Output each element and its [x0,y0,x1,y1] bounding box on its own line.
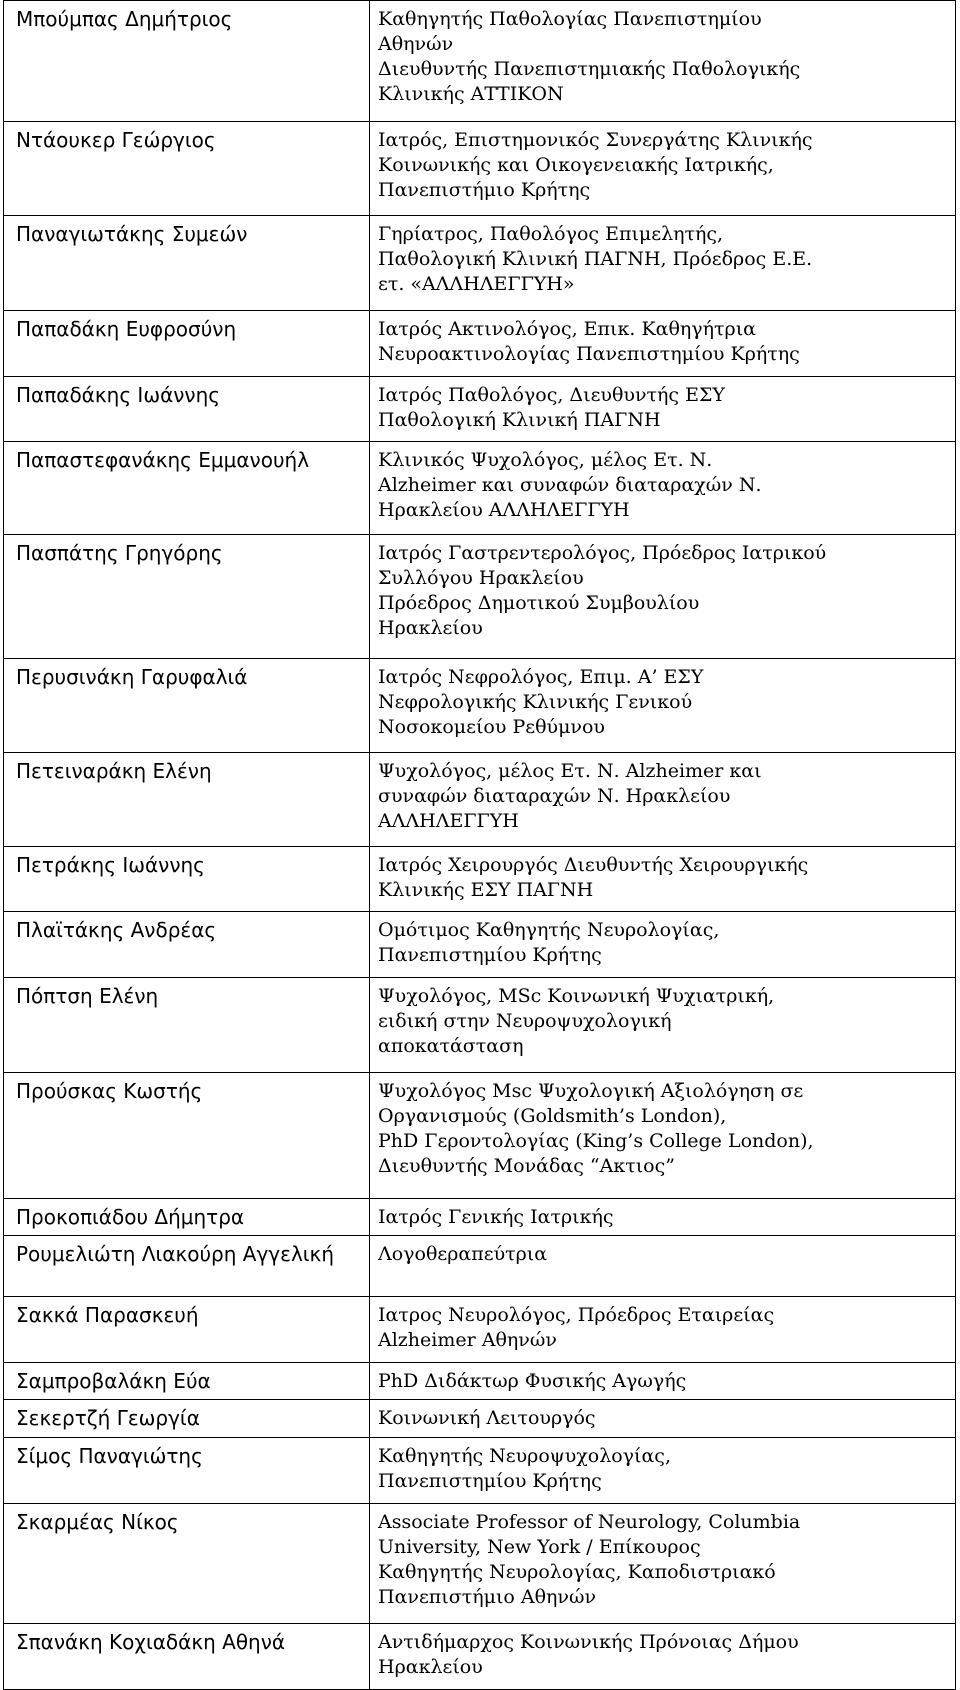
role-line: Πανεπιστημίου Κρήτης [378,944,602,967]
role-line: Ιατρός Χειρουργός Διευθυντής Χειρουργικής [378,854,809,877]
role-line: Ψυχολόγος, μέλος Ετ. Ν. Alzheimer και [378,759,762,782]
member-name: Πετράκης Ιωάννης [4,847,370,912]
role-line: Διευθυντής Μονάδας “Ακτιος” [378,1155,675,1178]
member-name: Σεκερτζή Γεωργία [4,1400,370,1438]
role-line: Συλλόγου Ηρακλείου [378,567,584,590]
table-row [4,311,956,376]
member-name: Σίμος Παναγιώτης [4,1438,370,1503]
role-line: Πανεπιστήμιο Κρήτης [378,178,591,201]
member-name: Περυσινάκη Γαρυφαλιά [4,658,370,752]
role-line: Καθηγητής Παθολογίας Πανεπιστημίου [378,8,762,30]
table-row [4,752,956,846]
role-line: Ιατρός Παθολόγος, Διευθυντής ΕΣΥ [378,383,725,406]
member-table [3,0,956,1690]
table-row [4,1400,956,1438]
role-line: Παθολογική Κλινική ΠΑΓΝΗ [378,408,661,431]
role-line: Ιατρός, Επιστημονικός Συνεργάτης Κλινικής [378,128,813,151]
table-row [4,121,956,215]
table-row [4,1297,956,1362]
table-row [4,1438,956,1503]
member-role [370,216,956,311]
table-row [4,1362,956,1400]
role-line: Ψυχολόγος, MSc Κοινωνική Ψυχιατρική, [378,984,775,1007]
member-role [370,1400,956,1438]
role-line: Λογοθεραπεύτρια [378,1243,548,1266]
member-role [370,1297,956,1362]
member-name: Πόπτση Ελένη [4,977,370,1072]
member-role [370,442,956,535]
member-name: Σαμπροβαλάκη Εύα [4,1362,370,1400]
member-role [370,1503,956,1624]
member-role [370,1438,956,1503]
role-line: Καθηγητής Νευροψυχολογίας, [378,1445,671,1468]
role-line: Ψυχολόγος Msc Ψυχολογική Αξιολόγηση σε [378,1080,804,1103]
member-name: Ντάουκερ Γεώργιος [4,121,370,215]
role-line: Πρόεδρος Δημοτικού Συμβουλίου [378,592,700,615]
member-role [370,658,956,752]
role-line: Alzheimer και συναφών διαταραχών Ν. [378,474,762,497]
member-name: Σακκά Παρασκευή [4,1297,370,1362]
role-line: ειδική στην Νευροψυχολογική [378,1009,672,1032]
table-row [4,1198,956,1236]
member-name: Παπαστεφανάκης Εμμανουήλ [4,442,370,535]
role-line: Καθηγητής Νευρολογίας, Καποδιστριακό [378,1560,776,1583]
member-name: Προύσκας Κωστής [4,1073,370,1198]
member-name: Παναγιωτάκης Συμεών [4,216,370,311]
member-name: Μπούμπας Δημήτριος [4,1,370,122]
member-role [370,752,956,846]
role-line: University, New York / Επίκουρος [378,1535,701,1558]
role-line: Νοσοκομείου Ρεθύμνου [378,715,605,738]
role-line: Οργανισμούς (Goldsmith’s London), [378,1105,727,1128]
role-line: Ιατρος Νευρολόγος, Πρόεδρος Εταιρείας [378,1304,775,1327]
role-line: συναφών διαταραχών Ν. Ηρακλείου [378,784,731,807]
member-name: Παπαδάκη Ευφροσύνη [4,311,370,376]
member-role [370,1624,956,1690]
role-line: Ιατρός Νεφρολόγος, Επιμ. Α’ ΕΣΥ [378,665,704,688]
role-line: Νεφρολογικής Κλινικής Γενικού [378,690,693,713]
role-line: PhD Διδάκτωρ Φυσικής Αγωγής [378,1369,687,1392]
table-row [4,912,956,977]
member-name: Ρουμελιώτη Λιακούρη Αγγελική [4,1236,370,1297]
member-role [370,977,956,1072]
table-row [4,658,956,752]
role-line: Ηρακλείου [378,617,483,640]
member-role [370,847,956,912]
table-row [4,1,956,122]
role-line: Αθηνών [378,33,454,55]
role-line: Associate Professor of Neurology, Columbia [378,1510,801,1533]
role-line: Νευροακτινολογίας Πανεπιστημίου Κρήτης [378,343,800,366]
table-row [4,535,956,658]
table-row [4,847,956,912]
role-line: Ομότιμος Καθηγητής Νευρολογίας, [378,919,720,942]
role-line: Alzheimer Αθηνών [378,1329,557,1352]
role-line: PhD Γεροντολογίας (King’s College London), [378,1130,814,1153]
member-role [370,376,956,441]
role-line: Κλινικός Ψυχολόγος, μέλος Ετ. Ν. [378,449,713,472]
member-role [370,1362,956,1400]
member-role [370,121,956,215]
table-row [4,977,956,1072]
member-role [370,1,956,122]
table-row [4,376,956,441]
role-line: αποκατάσταση [378,1034,524,1057]
member-name: Πετειναράκη Ελένη [4,752,370,846]
table-row [4,1624,956,1690]
table-row [4,442,956,535]
member-role [370,1198,956,1236]
role-line: Κλινικής ΑΤΤΙΚΟΝ [378,83,564,105]
role-line: Γηρίατρος, Παθολόγος Επιμελητής, [378,223,724,246]
member-table-body [4,1,956,1690]
member-role [370,311,956,376]
role-line: Πανεπιστημίου Κρήτης [378,1470,602,1493]
member-role [370,912,956,977]
role-line: Παθολογική Κλινική ΠΑΓΝΗ, Πρόεδρος Ε.Ε. [378,248,813,271]
role-line: Πανεπιστήμιο Αθηνών [378,1585,597,1608]
role-line: Ιατρός Γαστρεντερολόγος, Πρόεδρος Ιατρικού [378,542,827,565]
table-row [4,1503,956,1624]
member-role [370,535,956,658]
member-name: Σκαρμέας Νίκος [4,1503,370,1624]
member-role [370,1073,956,1198]
role-line: Ιατρός Ακτινολόγος, Επικ. Καθηγήτρια [378,318,756,341]
role-line: Κοινωνική Λειτουργός [378,1407,596,1430]
member-name: Πλαϊτάκης Ανδρέας [4,912,370,977]
role-line: Διευθυντής Πανεπιστημιακής Παθολογικής [378,58,801,80]
table-row [4,1073,956,1198]
member-role [370,1236,956,1297]
role-line: ΑΛΛΗΛΕΓΓΥΗ [378,809,519,832]
role-line: Κλινικής ΕΣΥ ΠΑΓΝΗ [378,879,594,902]
role-line: Κοινωνικής και Οικογενειακής Ιατρικής, [378,153,774,176]
member-name: Σπανάκη Κοχιαδάκη Αθηνά [4,1624,370,1690]
role-line: Ηρακλείου [378,1656,483,1679]
role-line: Ιατρός Γενικής Ιατρικής [378,1205,614,1228]
role-line: Αντιδήμαρχος Κοινωνικής Πρόνοιας Δήμου [378,1631,799,1654]
role-line: Ηρακλείου ΑΛΛΗΛΕΓΓΥΗ [378,499,630,522]
member-name: Παπαδάκης Ιωάννης [4,376,370,441]
table-row [4,216,956,311]
member-name: Προκοπιάδου Δήμητρα [4,1198,370,1236]
table-row [4,1236,956,1297]
role-line: ετ. «ΑΛΛΗΛΕΓΓΥΗ» [378,273,575,296]
member-name: Πασπάτης Γρηγόρης [4,535,370,658]
